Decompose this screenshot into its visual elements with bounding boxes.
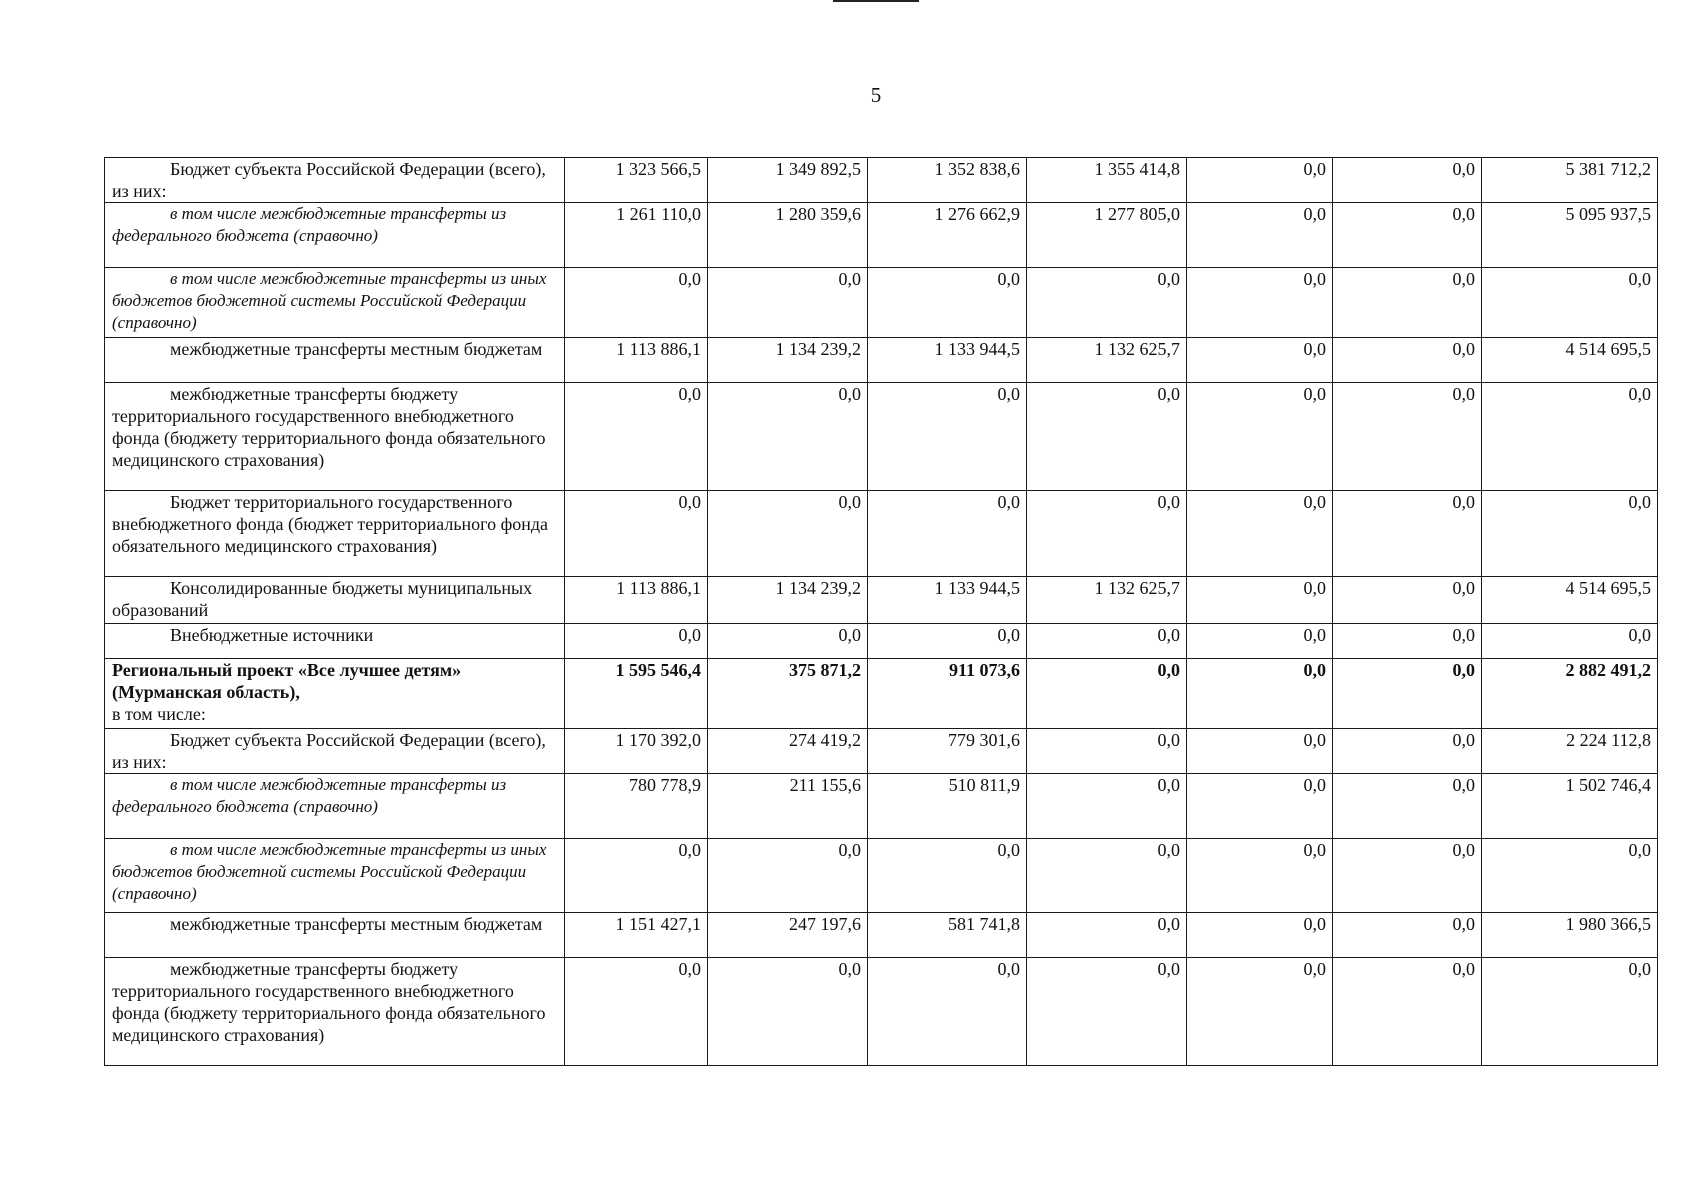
value-cell: 0,0 xyxy=(1333,383,1482,491)
value-cell: 0,0 xyxy=(565,491,708,577)
value-cell: 5 095 937,5 xyxy=(1482,203,1658,268)
row-label-suffix: в том числе: xyxy=(112,704,206,724)
table-row xyxy=(105,203,1658,268)
value-cell: 1 261 110,0 xyxy=(565,203,708,268)
table-row xyxy=(105,913,1658,958)
value-cell: 0,0 xyxy=(1027,491,1187,577)
value-cell: 1 151 427,1 xyxy=(565,913,708,958)
value-cell: 1 134 239,2 xyxy=(708,338,868,383)
value-cell: 0,0 xyxy=(868,958,1027,1066)
value-cell: 1 113 886,1 xyxy=(565,577,708,624)
value-cell: 2 882 491,2 xyxy=(1482,659,1658,729)
row-label-text: в том числе межбюджетные трансферты из иных бюджетов бюджетной системы Российской Федерации (справочно) xyxy=(112,840,547,903)
value-cell: 0,0 xyxy=(1027,659,1187,729)
value-cell: 0,0 xyxy=(868,383,1027,491)
value-cell: 0,0 xyxy=(1333,491,1482,577)
value-cell: 1 980 366,5 xyxy=(1482,913,1658,958)
value-cell: 0,0 xyxy=(1187,491,1333,577)
value-cell: 274 419,2 xyxy=(708,729,868,774)
row-label-text: Бюджет территориального государственного внебюджетного фонда (бюджет территориального фонда обязательного медицинского страхования) xyxy=(112,492,549,556)
value-cell: 1 133 944,5 xyxy=(868,338,1027,383)
value-cell: 0,0 xyxy=(1187,203,1333,268)
value-cell: 0,0 xyxy=(1187,729,1333,774)
row-label-text: Бюджет субъекта Российской Федерации (всего), из них: xyxy=(112,730,546,772)
value-cell: 1 595 546,4 xyxy=(565,659,708,729)
value-cell: 0,0 xyxy=(1333,624,1482,659)
table-row xyxy=(105,958,1658,1066)
table-row xyxy=(105,659,1658,729)
value-cell: 0,0 xyxy=(1187,624,1333,659)
row-label-text: Бюджет субъекта Российской Федерации (всего), из них: xyxy=(112,159,546,201)
value-cell: 1 132 625,7 xyxy=(1027,338,1187,383)
value-cell: 0,0 xyxy=(1027,958,1187,1066)
row-label-text: в том числе межбюджетные трансферты из федерального бюджета (справочно) xyxy=(112,204,507,245)
row-label xyxy=(105,659,565,729)
value-cell: 0,0 xyxy=(1027,268,1187,338)
value-cell: 1 133 944,5 xyxy=(868,577,1027,624)
row-label xyxy=(105,158,565,203)
value-cell: 510 811,9 xyxy=(868,774,1027,839)
row-label xyxy=(105,839,565,913)
value-cell: 0,0 xyxy=(1333,774,1482,839)
value-cell: 1 170 392,0 xyxy=(565,729,708,774)
value-cell: 0,0 xyxy=(708,958,868,1066)
value-cell: 0,0 xyxy=(1027,774,1187,839)
value-cell: 2 224 112,8 xyxy=(1482,729,1658,774)
row-label xyxy=(105,383,565,491)
value-cell: 0,0 xyxy=(708,624,868,659)
value-cell: 0,0 xyxy=(1482,839,1658,913)
value-cell: 0,0 xyxy=(1333,158,1482,203)
table-row xyxy=(105,774,1658,839)
value-cell: 247 197,6 xyxy=(708,913,868,958)
table-row xyxy=(105,268,1658,338)
row-label-text: Консолидированные бюджеты муниципальных образований xyxy=(112,578,533,620)
value-cell: 1 276 662,9 xyxy=(868,203,1027,268)
value-cell: 0,0 xyxy=(708,839,868,913)
value-cell: 780 778,9 xyxy=(565,774,708,839)
value-cell: 779 301,6 xyxy=(868,729,1027,774)
value-cell: 0,0 xyxy=(868,839,1027,913)
value-cell: 0,0 xyxy=(868,491,1027,577)
table-row xyxy=(105,729,1658,774)
row-label-text: в том числе межбюджетные трансферты из федерального бюджета (справочно) xyxy=(112,775,507,816)
value-cell: 0,0 xyxy=(565,624,708,659)
row-label xyxy=(105,913,565,958)
value-cell: 1 323 566,5 xyxy=(565,158,708,203)
value-cell: 0,0 xyxy=(1027,383,1187,491)
value-cell: 0,0 xyxy=(1333,913,1482,958)
value-cell: 0,0 xyxy=(1482,624,1658,659)
value-cell: 5 381 712,2 xyxy=(1482,158,1658,203)
value-cell: 0,0 xyxy=(1187,774,1333,839)
value-cell: 0,0 xyxy=(868,624,1027,659)
value-cell: 0,0 xyxy=(1333,577,1482,624)
row-label-text: межбюджетные трансферты местным бюджетам xyxy=(170,914,543,934)
row-label xyxy=(105,624,565,659)
value-cell: 1 355 414,8 xyxy=(1027,158,1187,203)
row-label xyxy=(105,491,565,577)
value-cell: 0,0 xyxy=(1333,958,1482,1066)
value-cell: 0,0 xyxy=(1187,383,1333,491)
row-label-text: Региональный проект «Все лучшее детям» (Мурманская область), xyxy=(112,660,462,702)
row-label xyxy=(105,338,565,383)
value-cell: 0,0 xyxy=(1482,268,1658,338)
value-cell: 0,0 xyxy=(1187,913,1333,958)
value-cell: 0,0 xyxy=(708,491,868,577)
value-cell: 581 741,8 xyxy=(868,913,1027,958)
value-cell: 4 514 695,5 xyxy=(1482,577,1658,624)
row-label xyxy=(105,774,565,839)
value-cell: 0,0 xyxy=(708,268,868,338)
value-cell: 0,0 xyxy=(565,958,708,1066)
value-cell: 4 514 695,5 xyxy=(1482,338,1658,383)
table-row xyxy=(105,491,1658,577)
value-cell: 0,0 xyxy=(1333,659,1482,729)
value-cell: 1 352 838,6 xyxy=(868,158,1027,203)
value-cell: 0,0 xyxy=(1333,203,1482,268)
value-cell: 911 073,6 xyxy=(868,659,1027,729)
value-cell: 375 871,2 xyxy=(708,659,868,729)
value-cell: 0,0 xyxy=(1482,491,1658,577)
table-row xyxy=(105,338,1658,383)
value-cell: 0,0 xyxy=(1027,624,1187,659)
row-label-text: в том числе межбюджетные трансферты из иных бюджетов бюджетной системы Российской Федерации (справочно) xyxy=(112,269,547,332)
row-label xyxy=(105,729,565,774)
row-label xyxy=(105,268,565,338)
value-cell: 0,0 xyxy=(1187,158,1333,203)
table-row xyxy=(105,839,1658,913)
value-cell: 0,0 xyxy=(1187,338,1333,383)
value-cell: 0,0 xyxy=(1027,913,1187,958)
table-row xyxy=(105,383,1658,491)
value-cell: 0,0 xyxy=(1187,577,1333,624)
value-cell: 0,0 xyxy=(1333,268,1482,338)
value-cell: 0,0 xyxy=(1333,338,1482,383)
value-cell: 0,0 xyxy=(1482,958,1658,1066)
value-cell: 1 134 239,2 xyxy=(708,577,868,624)
row-label xyxy=(105,958,565,1066)
value-cell: 0,0 xyxy=(868,268,1027,338)
value-cell: 211 155,6 xyxy=(708,774,868,839)
value-cell: 1 113 886,1 xyxy=(565,338,708,383)
value-cell: 1 280 359,6 xyxy=(708,203,868,268)
value-cell: 0,0 xyxy=(708,383,868,491)
row-label-text: межбюджетные трансферты бюджету территориального государственного внебюджетного фонда (бюджету территориального фонда обязательного медицинского страхования) xyxy=(112,959,546,1045)
page-number: 5 xyxy=(870,83,882,107)
value-cell: 0,0 xyxy=(1333,729,1482,774)
row-label xyxy=(105,203,565,268)
value-cell: 1 132 625,7 xyxy=(1027,577,1187,624)
value-cell: 0,0 xyxy=(1027,839,1187,913)
value-cell: 1 277 805,0 xyxy=(1027,203,1187,268)
value-cell: 0,0 xyxy=(1187,839,1333,913)
value-cell: 0,0 xyxy=(565,839,708,913)
budget-table-body xyxy=(105,158,1658,1066)
value-cell: 0,0 xyxy=(1187,268,1333,338)
value-cell: 0,0 xyxy=(1187,659,1333,729)
table-row xyxy=(105,624,1658,659)
value-cell: 0,0 xyxy=(1187,958,1333,1066)
table-row xyxy=(105,158,1658,203)
value-cell: 0,0 xyxy=(1482,383,1658,491)
row-label-text: межбюджетные трансферты местным бюджетам xyxy=(170,339,543,359)
value-cell: 0,0 xyxy=(1333,839,1482,913)
row-label xyxy=(105,577,565,624)
budget-table xyxy=(104,157,1658,1066)
value-cell: 0,0 xyxy=(565,268,708,338)
row-label-text: межбюджетные трансферты бюджету территориального государственного внебюджетного фонда (бюджету территориального фонда обязательного медицинского страхования) xyxy=(112,384,546,470)
row-label-text: Внебюджетные источники xyxy=(170,625,374,645)
table-row xyxy=(105,577,1658,624)
value-cell: 0,0 xyxy=(565,383,708,491)
top-edge-mark xyxy=(833,0,919,2)
value-cell: 1 349 892,5 xyxy=(708,158,868,203)
value-cell: 0,0 xyxy=(1027,729,1187,774)
value-cell: 1 502 746,4 xyxy=(1482,774,1658,839)
